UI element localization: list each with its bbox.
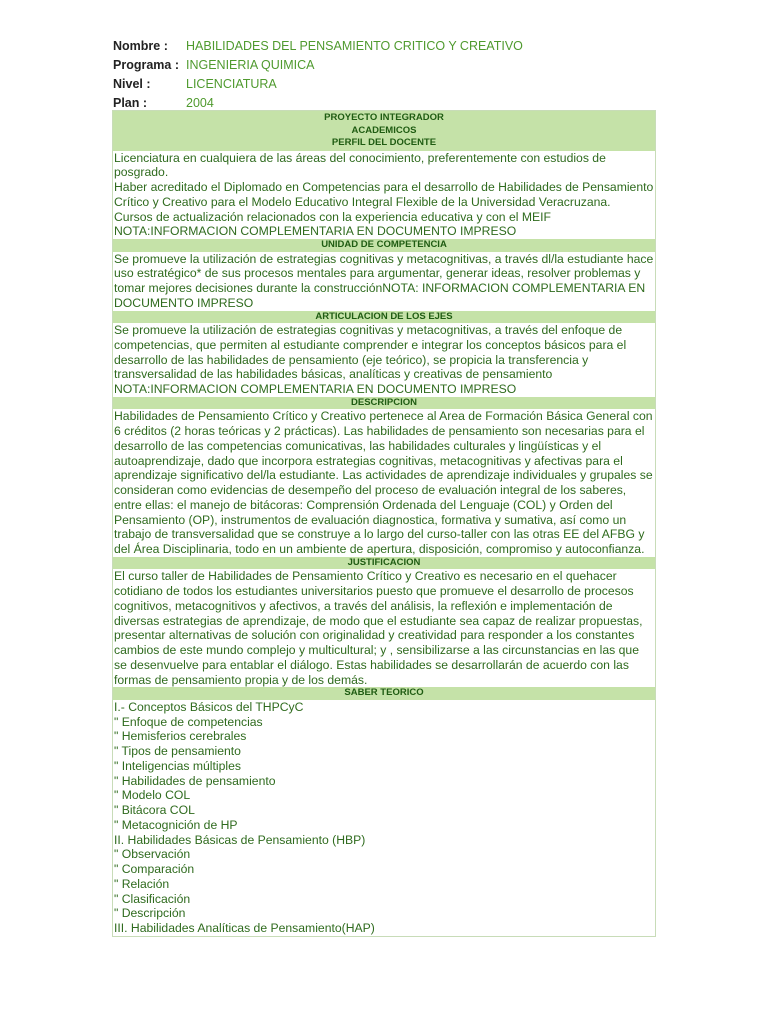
justificacion-text: El curso taller de Habilidades de Pensamiento Crítico y Creativo es necesario en el quehacer cotidiano de todos los estudiantes universitarios puesto que promueve el desarrollo de procesos cognitivos, metacognitivos y afectivos, a través del análisis, la reflexión e implementación de diversas estrategias de aprendizaje, de modo que el estudiante sea capaz de realizar propuestas, presentar alternativas de solución con originalidad y creatividad para responder a los constantes cambios de este mundo complejo y multicultural; y , sensibilizarse a las circunstancias en las que se desenvuelve para entablar el diálogo. Estas habilidades se desarrollarán de acuerdo con las formas de pensamiento propia y de los demás. [113,569,655,687]
nivel-value: LICENCIATURA [186,76,277,91]
programa-value: INGENIERIA QUIMICA [186,57,315,72]
course-metadata [113,36,658,112]
nombre-row [113,36,658,55]
nivel-row [113,74,658,93]
plan-value: 2004 [186,95,214,110]
perfil-text: Licenciatura en cualquiera de las áreas del conocimiento, preferentemente con estudios de posgrado. Haber acreditado el Diplomado en Competencias para el desarrollo de Habilidades de Pensamiento Crítico y Creativo para el Modelo Educativo Integral Flexible de la Universidad Veracruzana. Cursos de actualización relacionados con la experiencia educativa y con el MEIF NOTA:INFORMACION COMPLEMENTARIA EN DOCUMENTO IMPRESO [114,150,654,239]
section-header-perfil [113,111,655,151]
nombre-label: Nombre : [113,38,168,53]
section-header-unidad: UNIDAD DE COMPETENCIA [113,239,655,252]
saber-text: I.- Conceptos Básicos del THPCyC " Enfoque de competencias " Hemisferios cerebrales " Tipos de pensamiento " Inteligencias múltiples " Habilidades de pensamiento " Modelo COL " Bitácora COL " Metacognición de HP II. Habilidades Básicas de Pensamiento (HBP) " Observación " Comparación " Relación " Clasificación " Descripción III. Habilidades Analíticas de Pensamiento(HAP) [113,700,655,936]
header-perfil-docente: PERFIL DEL DOCENTE [331,137,437,148]
course-sheet [112,110,656,937]
header-proyecto-integrador: PROYECTO INTEGRADOR [324,112,444,123]
unidad-text: Se promueve la utilización de estrategias cognitivas y metacognitivas, a través dl/la estudiante hace uso estratégico* de sus procesos mentales para argumentar, generar ideas, resolver problemas y tomar mejores decisiones durante la construcciónNOTA: INFORMACION COMPLEMENTARIA EN DOCUMENTO IMPRESO [114,251,654,310]
section-header-descripcion: DESCRIPCION [113,397,655,410]
ejes-text: Se promueve la utilización de estrategias cognitivas y metacognitivas, a través del enfoque de competencias, que permiten al estudiante comprender e integrar los conceptos básicos para el desarrollo de las habilidades de pensamiento (eje teórico), se propicia la transferencia y transversalidad de las habilidades básicas, analíticas y creativas de pensamiento NOTA:INFORMACION COMPLEMENTARIA EN DOCUMENTO IMPRESO [113,323,655,397]
section-header-ejes: ARTICULACION DE LOS EJES [113,311,655,324]
section-header-saber: SABER TEORICO [113,687,655,700]
section-header-justificacion: JUSTIFICACION [113,557,655,570]
programa-row [113,55,658,74]
nombre-value: HABILIDADES DEL PENSAMIENTO CRITICO Y CREATIVO [186,38,523,53]
descripcion-text: Habilidades de Pensamiento Crítico y Creativo pertenece al Area de Formación Básica General con 6 créditos (2 horas teóricas y 2 prácticas). Las habilidades de pensamiento son necesarias para el desarrollo de las competencias comunicativas, las habilidades culturales y lingüísticas y el autoaprendizaje, dado que incorpora estrategias cognitivas, metacognitivas y afectivas para el aprendizaje significativo del/la estudiante. Las actividades de aprendizaje individuales y grupales se consideran como evidencias de desempeño del proceso de evaluación integral de los saberes, entre ellas: el manejo de bitácoras: Comprensión Ordenada del Lenguaje (COL) y Orden del Pensamiento (OP), instrumentos de evaluación diagnostica, formativa y sumativa, así como un trabajo de transversalidad que se construye a lo largo del curso-taller con las otras EE del AFBG y del Área Disciplinaria, todo en un ambiente de apertura, disposición, compromiso y autoconfianza. [113,409,655,557]
nivel-label: Nivel : [113,76,151,91]
programa-label: Programa : [113,57,179,72]
header-academicos: ACADEMICOS [351,124,417,136]
plan-label: Plan : [113,95,148,110]
